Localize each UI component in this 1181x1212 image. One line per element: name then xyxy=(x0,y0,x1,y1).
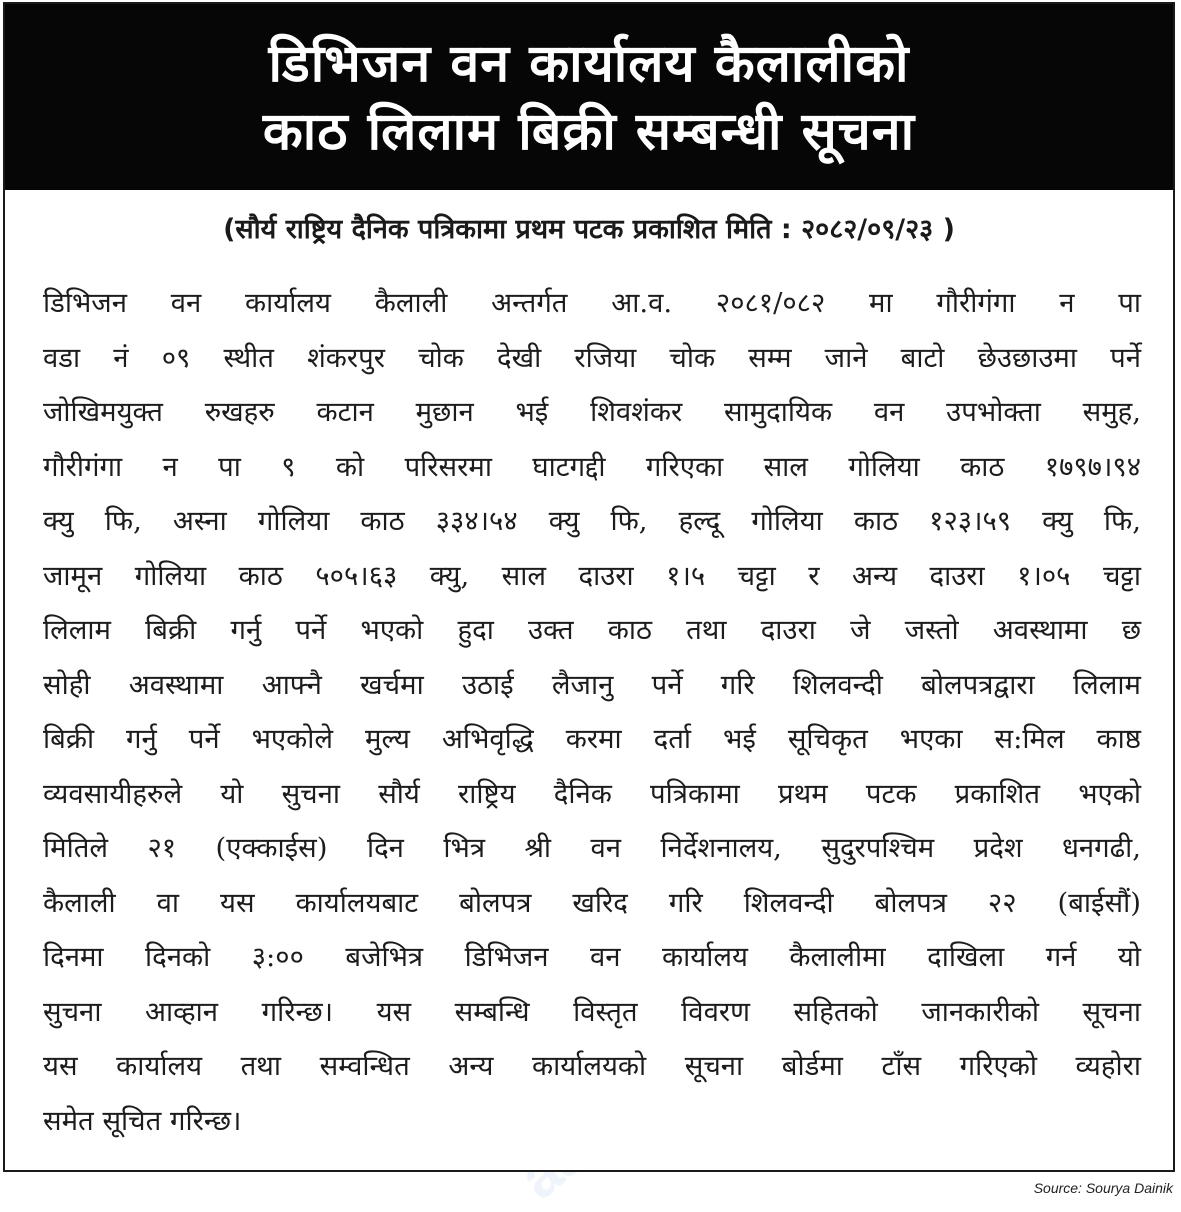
body-line: सुचना आव्हान गरिन्छ। यस सम्बन्धि विस्तृत विवरण सहितको जानकारीको सूचना xyxy=(43,995,1141,1028)
body-line: डिभिजन वन कार्यालय कैलाली अन्तर्गत आ.व. २०८१/०८२ मा गौरीगंगा न पा xyxy=(43,287,1141,319)
body-line: वडा नं ०९ स्थीत शंकरपुर चोक देखी रजिया चोक सम्म जाने बाटो छेउछाउमा पर्ने xyxy=(43,341,1141,374)
body-line: सोही अवस्थामा आफ्नै खर्चमा उठाई लैजानु पर्ने गरि शिलवन्दी बोलपत्रद्वारा लिलाम xyxy=(43,668,1141,701)
notice-box xyxy=(3,2,1175,1172)
body-line: जोखिमयुक्त रुखहरु कटान मुछान भई शिवशंकर सामुदायिक वन उपभोक्ता समुह, xyxy=(43,396,1141,428)
body-line: मितिले २१ (एक्काईस) दिन भित्र श्री वन निर्देशनालय, सुदुरपश्चिम प्रदेश धनगढी, xyxy=(43,832,1141,864)
body-line: कैलाली वा यस कार्यालयबाट बोलपत्र खरिद गरि शिलवन्दी बोलपत्र २२ (बाईसौं) xyxy=(43,886,1141,919)
body-line: दिनमा दिनको ३:०० बजेभित्र डिभिजन वन कार्यालय कैलालीमा दाखिला गर्न यो xyxy=(43,941,1141,973)
notice-title-line-1: डिभिजन वन कार्यालय कैलालीको xyxy=(268,34,910,94)
notice-title-line-2: काठ लिलाम बिक्री सम्बन्धी सूचना xyxy=(262,102,916,162)
body-line: गौरीगंगा न पा ९ को परिसरमा घाटगद्दी गरिएका साल गोलिया काठ १७९७।९४ xyxy=(43,450,1141,483)
source-credit: Source: Sourya Dainik xyxy=(1033,1180,1173,1196)
publication-date-note: (सौर्य राष्ट्रिय दैनिक पत्रिकामा प्रथम पटक प्रकाशित मिति : २०८२/०९/२३ ) xyxy=(223,214,955,245)
body-line: बिक्री गर्नु पर्ने भएकोले मुल्य अभिवृद्धि करमा दर्ता भई सूचिकृत भएका स:मिल काष्ठ xyxy=(43,723,1141,755)
body-line: जामून गोलिया काठ ५०५।६३ क्यु, साल दाउरा १।५ चट्टा र अन्य दाउरा १।०५ चट्टा xyxy=(43,559,1141,592)
body-line: क्यु फि, अस्ना गोलिया काठ ३३४।५४ क्यु फि, हल्दू गोलिया काठ १२३।५९ क्यु फि, xyxy=(43,505,1141,537)
notice-body xyxy=(43,276,1141,1148)
body-line: यस कार्यालय तथा सम्वन्धित अन्य कार्यालयको सूचना बोर्डमा टाँस गरिएको व्यहोरा xyxy=(43,1050,1141,1082)
notice-header xyxy=(5,4,1173,190)
body-line: लिलाम बिक्री गर्नु पर्ने भएको हुदा उक्त काठ तथा दाउरा जे जस्तो अवस्थामा छ xyxy=(43,614,1141,646)
body-line: व्यवसायीहरुले यो सुचना सौर्य राष्ट्रिय दैनिक पत्रिकामा प्रथम पटक प्रकाशित भएको xyxy=(43,777,1141,810)
body-line: समेत सूचित गरिन्छ। xyxy=(43,1104,242,1137)
